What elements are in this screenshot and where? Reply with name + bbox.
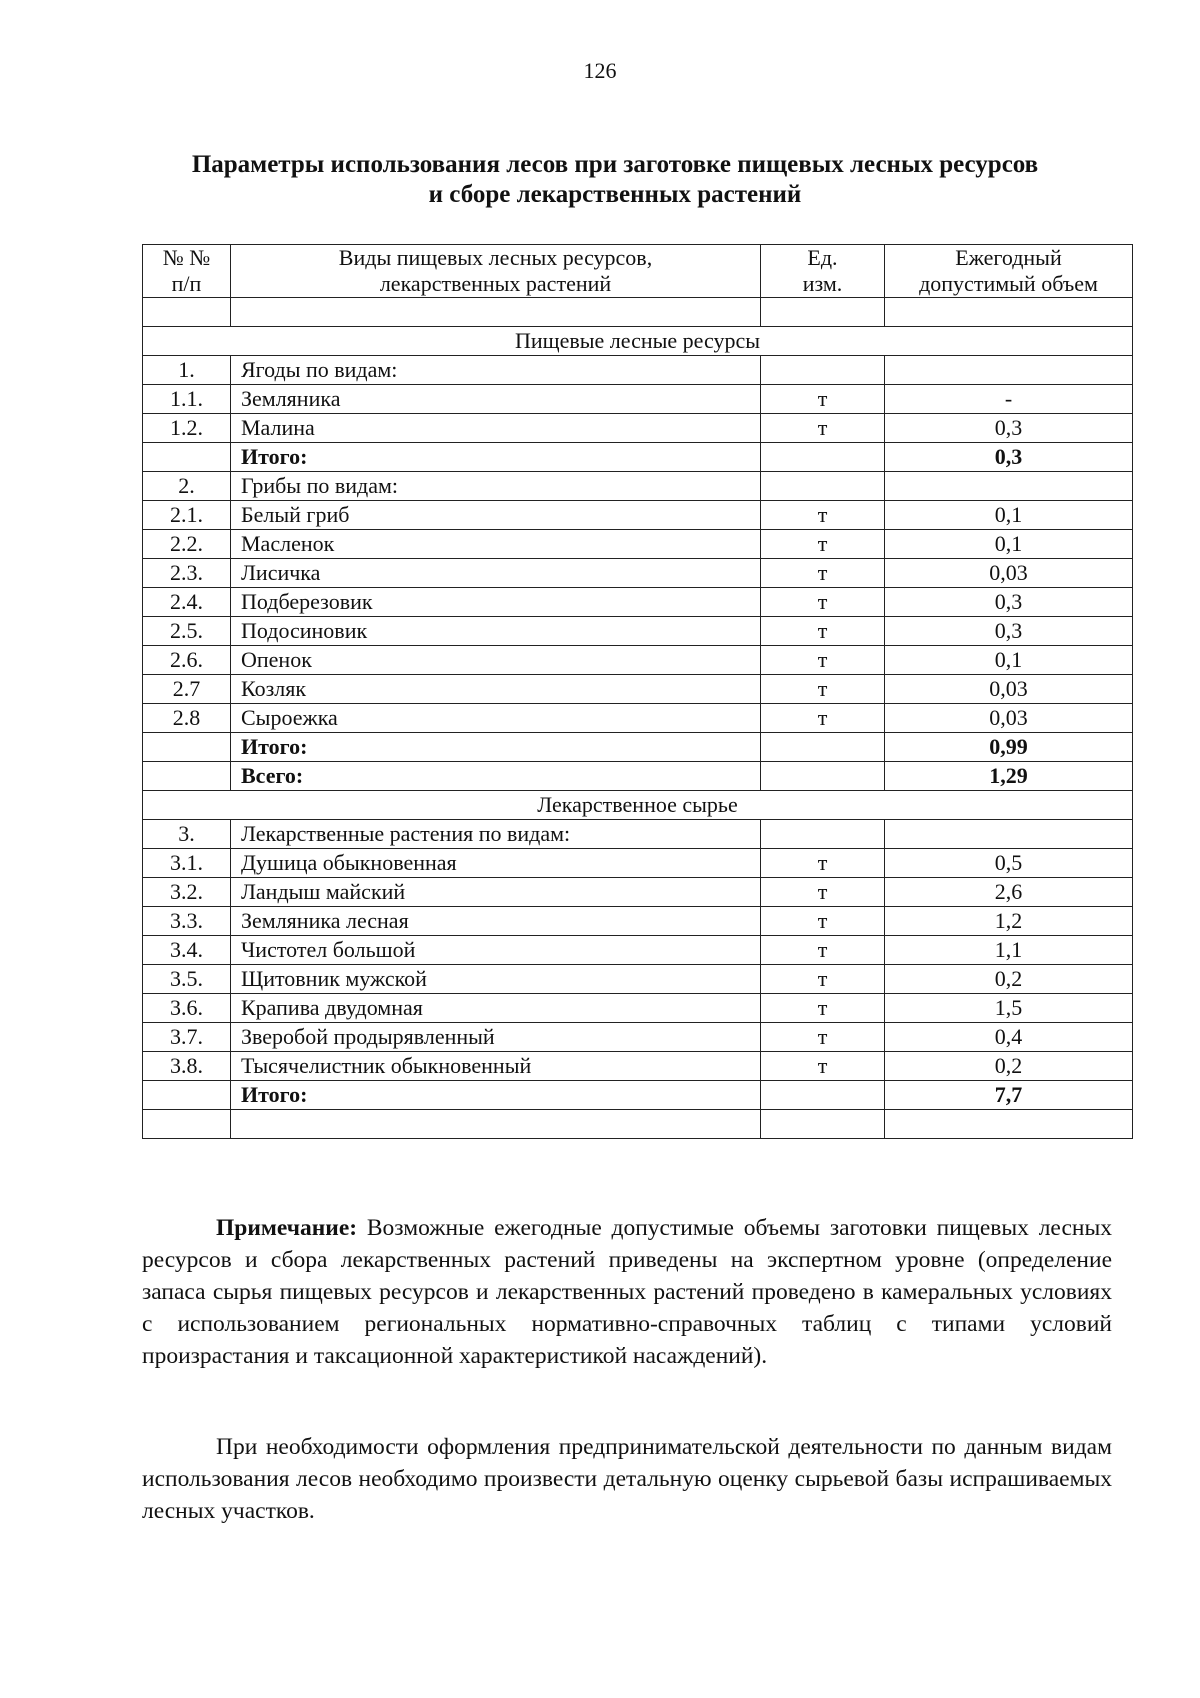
table-row — [143, 849, 1133, 878]
unit-cell: т — [761, 385, 885, 414]
header-number — [143, 245, 231, 298]
unit-cell: т — [761, 936, 885, 965]
total-row — [143, 762, 1133, 791]
row-number: 2.1. — [143, 501, 231, 530]
table-row — [143, 907, 1133, 936]
resource-name: Крапива двудомная — [231, 994, 761, 1023]
resource-name: Душица обыкновенная — [231, 849, 761, 878]
volume-cell: 0,1 — [885, 501, 1133, 530]
volume-cell: 1,5 — [885, 994, 1133, 1023]
header-resource-line-2: лекарственных растений — [379, 271, 612, 296]
table-row — [143, 356, 1133, 385]
volume-cell: 0,1 — [885, 530, 1133, 559]
header-volume-line-2: допустимый объем — [919, 271, 1098, 296]
resource-name: Чистотел большой — [231, 936, 761, 965]
note-text: Возможные ежегодные допустимые объемы заготовки пищевых лесных ресурсов и сбора лекарственных растений приведены на экспертном уровне (определение запаса сырья пищевых ресурсов и лекарственных растений проведено в камеральных условиях с использованием региональных нормативно-справочных таблиц с типами условий произрастания и таксационной характеристикой насаждений). — [142, 1215, 1112, 1369]
row-number: 3.7. — [143, 1023, 231, 1052]
resource-name: Земляника лесная — [231, 907, 761, 936]
volume-cell: 0,03 — [885, 559, 1133, 588]
volume-cell: 0,1 — [885, 646, 1133, 675]
row-number: 2. — [143, 472, 231, 501]
volume-cell: 0,3 — [885, 414, 1133, 443]
table-header-row — [143, 245, 1133, 298]
empty-cell — [143, 1110, 231, 1139]
total-row — [143, 443, 1133, 472]
row-number: 3.3. — [143, 907, 231, 936]
unit-cell: т — [761, 704, 885, 733]
unit-cell: т — [761, 414, 885, 443]
resource-name: Грибы по видам: — [231, 472, 761, 501]
row-number: 2.6. — [143, 646, 231, 675]
row-number: 1. — [143, 356, 231, 385]
row-number: 3.6. — [143, 994, 231, 1023]
row-number: 2.3. — [143, 559, 231, 588]
unit-cell — [761, 356, 885, 385]
resource-name: Малина — [231, 414, 761, 443]
table-row — [143, 936, 1133, 965]
unit-cell: т — [761, 1023, 885, 1052]
section-title: Лекарственное сырье — [143, 791, 1133, 820]
resource-name: Тысячелистник обыкновенный — [231, 1052, 761, 1081]
volume-cell: 0,5 — [885, 849, 1133, 878]
resource-name: Итого: — [231, 1081, 761, 1110]
table-row — [143, 385, 1133, 414]
empty-cell — [143, 298, 231, 327]
table-end-row — [143, 1110, 1133, 1139]
row-number: 3.4. — [143, 936, 231, 965]
resource-name: Лекарственные растения по видам: — [231, 820, 761, 849]
unit-cell: т — [761, 1052, 885, 1081]
empty-cell — [231, 1110, 761, 1139]
table-row — [143, 1023, 1133, 1052]
header-unit-line-1: Ед. — [807, 245, 838, 270]
unit-cell — [761, 820, 885, 849]
volume-cell: 7,7 — [885, 1081, 1133, 1110]
header-resource-line-1: Виды пищевых лесных ресурсов, — [338, 245, 653, 270]
resource-name: Подосиновик — [231, 617, 761, 646]
page-title — [120, 150, 1110, 210]
unit-cell: т — [761, 530, 885, 559]
row-number: 2.2. — [143, 530, 231, 559]
empty-cell — [885, 1110, 1133, 1139]
resources-table — [142, 244, 1133, 1139]
header-unit — [761, 245, 885, 298]
note-label: Примечание: — [216, 1215, 358, 1241]
unit-cell: т — [761, 588, 885, 617]
table-row — [143, 994, 1133, 1023]
empty-cell — [231, 298, 761, 327]
blank-row — [143, 298, 1133, 327]
page-number: 126 — [583, 58, 617, 83]
volume-cell: 0,4 — [885, 1023, 1133, 1052]
volume-cell: 0,2 — [885, 965, 1133, 994]
header-unit-line-2: изм. — [802, 271, 843, 296]
empty-cell — [761, 298, 885, 327]
resource-name: Земляника — [231, 385, 761, 414]
row-number: 3.1. — [143, 849, 231, 878]
volume-cell: 1,1 — [885, 936, 1133, 965]
row-number — [143, 1081, 231, 1110]
row-number: 1.1. — [143, 385, 231, 414]
resource-name: Подберезовик — [231, 588, 761, 617]
unit-cell: т — [761, 907, 885, 936]
table-row — [143, 820, 1133, 849]
unit-cell: т — [761, 965, 885, 994]
resource-name: Всего: — [231, 762, 761, 791]
volume-cell: 0,2 — [885, 1052, 1133, 1081]
resource-name: Ландыш майский — [231, 878, 761, 907]
volume-cell: 2,6 — [885, 878, 1133, 907]
section-title: Пищевые лесные ресурсы — [143, 327, 1133, 356]
table-row — [143, 530, 1133, 559]
row-number: 2.8 — [143, 704, 231, 733]
volume-cell: 0,3 — [885, 588, 1133, 617]
row-number — [143, 762, 231, 791]
resource-name: Сыроежка — [231, 704, 761, 733]
table-row — [143, 646, 1133, 675]
page-title-line-2: и сборе лекарственных растений — [428, 181, 802, 208]
unit-cell: т — [761, 994, 885, 1023]
volume-cell: 0,3 — [885, 617, 1133, 646]
row-number: 2.5. — [143, 617, 231, 646]
section-row — [143, 791, 1133, 820]
resource-name: Ягоды по видам: — [231, 356, 761, 385]
unit-cell: т — [761, 646, 885, 675]
resource-name: Козляк — [231, 675, 761, 704]
header-resource-type — [231, 245, 761, 298]
row-number: 3. — [143, 820, 231, 849]
resource-name: Лисичка — [231, 559, 761, 588]
resource-name: Итого: — [231, 733, 761, 762]
table-row — [143, 878, 1133, 907]
resource-name: Зверобой продырявленный — [231, 1023, 761, 1052]
resource-name: Щитовник мужской — [231, 965, 761, 994]
table-row — [143, 675, 1133, 704]
header-number-line-2: п/п — [171, 271, 202, 296]
row-number — [143, 443, 231, 472]
volume-cell: 0,99 — [885, 733, 1133, 762]
resource-name: Масленок — [231, 530, 761, 559]
table-row — [143, 588, 1133, 617]
note-paragraph — [142, 1212, 1112, 1372]
table-row — [143, 559, 1133, 588]
empty-cell — [885, 298, 1133, 327]
unit-cell: т — [761, 675, 885, 704]
total-row — [143, 733, 1133, 762]
row-number: 3.2. — [143, 878, 231, 907]
table-row — [143, 617, 1133, 646]
resource-name: Итого: — [231, 443, 761, 472]
volume-cell — [885, 820, 1133, 849]
empty-cell — [761, 1110, 885, 1139]
table-row — [143, 414, 1133, 443]
volume-cell: 1,2 — [885, 907, 1133, 936]
paragraph-2: При необходимости оформления предпринимательской деятельности по данным видам использования лесов необходимо произвести детальную оценку сырьевой базы испрашиваемых лесных участков. — [142, 1434, 1112, 1524]
unit-cell — [761, 733, 885, 762]
row-number: 1.2. — [143, 414, 231, 443]
unit-cell: т — [761, 617, 885, 646]
resource-name: Белый гриб — [231, 501, 761, 530]
row-number — [143, 733, 231, 762]
header-number-line-1: № № — [162, 245, 211, 270]
row-number: 2.4. — [143, 588, 231, 617]
unit-cell: т — [761, 849, 885, 878]
volume-cell — [885, 356, 1133, 385]
table-row — [143, 704, 1133, 733]
table-row — [143, 472, 1133, 501]
row-number: 3.5. — [143, 965, 231, 994]
volume-cell — [885, 472, 1133, 501]
unit-cell — [761, 762, 885, 791]
unit-cell — [761, 472, 885, 501]
row-number: 3.8. — [143, 1052, 231, 1081]
row-number: 2.7 — [143, 675, 231, 704]
page-title-line-1: Параметры использования лесов при заготовке пищевых лесных ресурсов — [191, 151, 1039, 178]
unit-cell: т — [761, 878, 885, 907]
unit-cell — [761, 443, 885, 472]
header-volume-line-1: Ежегодный — [955, 245, 1062, 270]
table-row — [143, 965, 1133, 994]
header-annual-volume — [885, 245, 1133, 298]
table-row — [143, 1052, 1133, 1081]
table-row — [143, 501, 1133, 530]
table-body — [143, 298, 1133, 1139]
section-row — [143, 327, 1133, 356]
unit-cell: т — [761, 559, 885, 588]
volume-cell: 1,29 — [885, 762, 1133, 791]
volume-cell: 0,03 — [885, 675, 1133, 704]
unit-cell — [761, 1081, 885, 1110]
total-row — [143, 1081, 1133, 1110]
volume-cell: 0,3 — [885, 443, 1133, 472]
unit-cell: т — [761, 501, 885, 530]
volume-cell: 0,03 — [885, 704, 1133, 733]
volume-cell: - — [885, 385, 1133, 414]
resource-name: Опенок — [231, 646, 761, 675]
